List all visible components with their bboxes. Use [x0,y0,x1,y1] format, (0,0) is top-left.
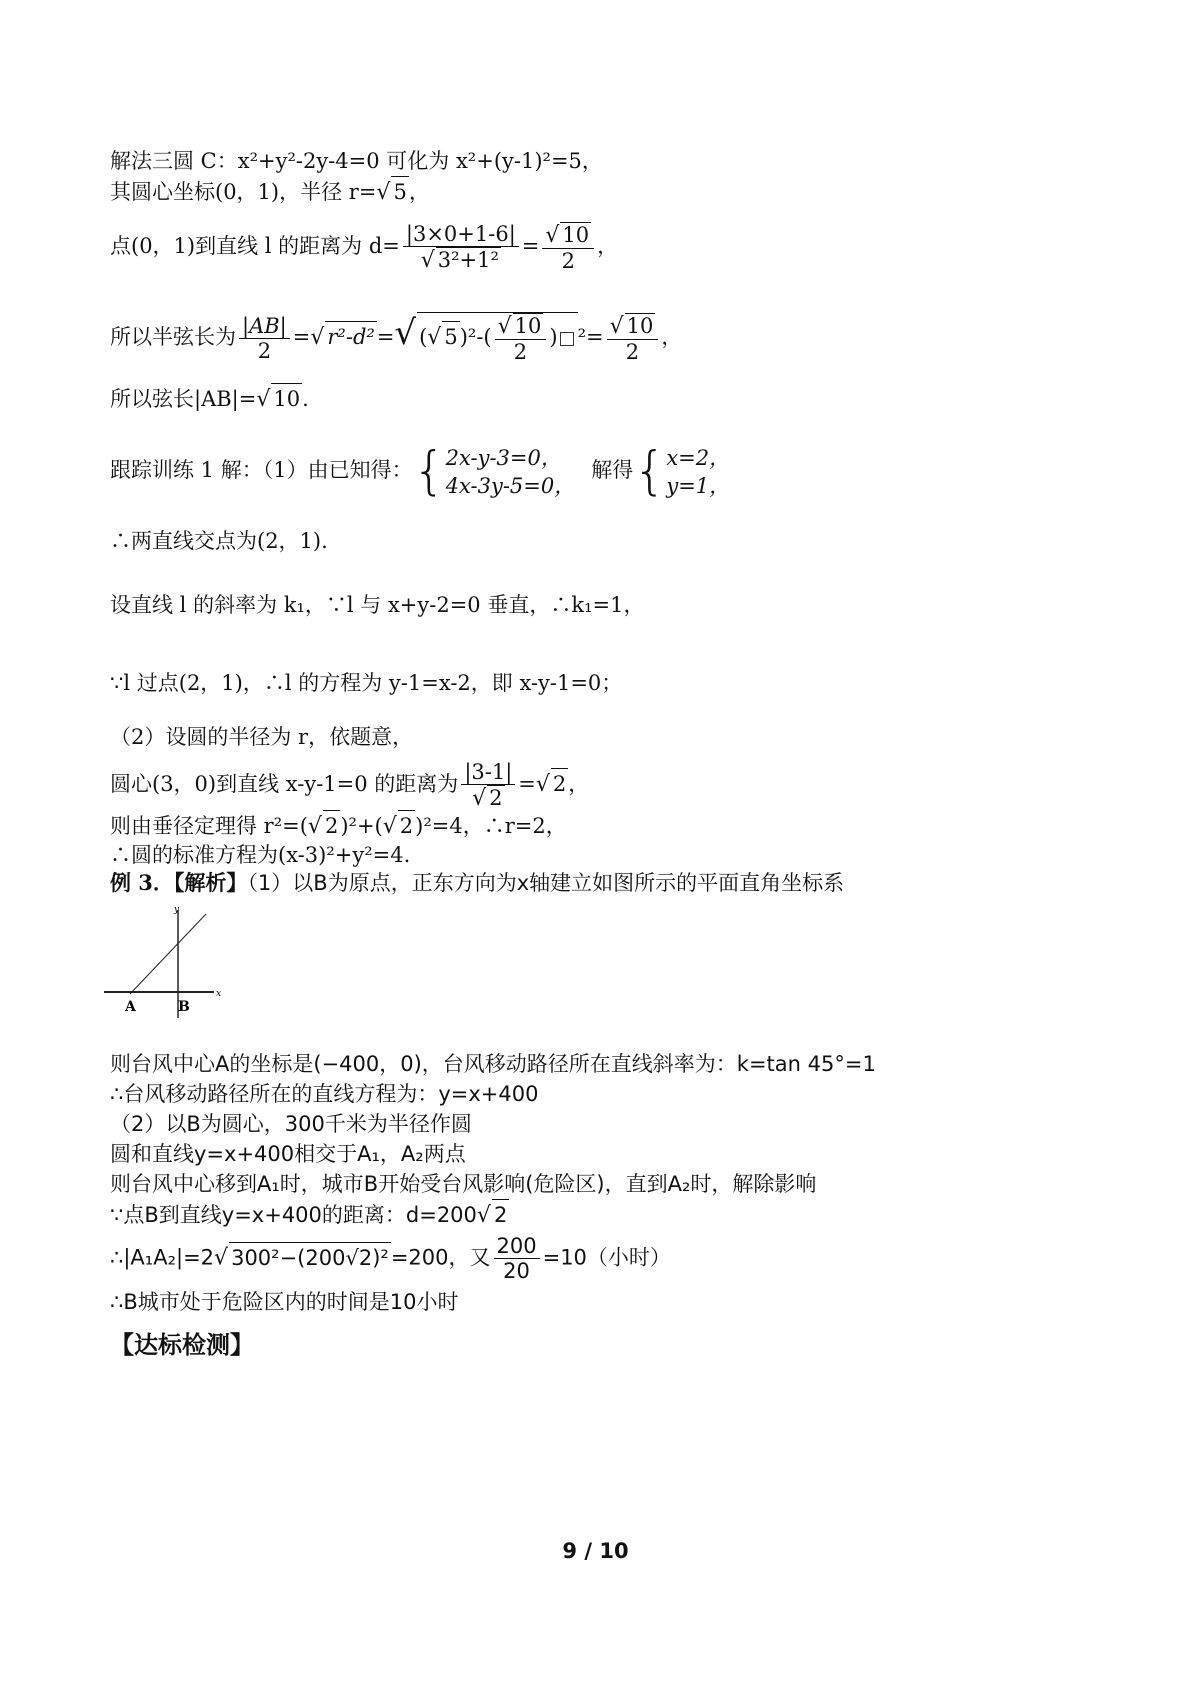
text: （2）以B为圆心，300千米为半径作圆 [110,1112,472,1136]
text: 所以弦长|AB|= [110,387,257,411]
solution3-line3 [110,222,618,273]
text: ∴B城市处于危险区内的时间是10小时 [110,1290,459,1314]
training1-line4 [110,668,622,698]
solution-system [666,444,730,500]
comma: ， [408,180,430,204]
sqrt-arg: 2 [551,768,568,799]
section-heading [110,1330,254,1360]
denominator: 2 [257,339,272,363]
solution3-line4: 所以半弦长为 $\frac{|AB|}{2}$ =√ r²-d²=√ (√ 5)²-( $\frac{√ 10}{2}$ ) ²= $\frac{√ 10}{2}$ ， [110,313,683,364]
equals: = [376,325,395,349]
training1-line7: 则由垂径定理得 r²=(√ 2)²+(√ 2)²=4，∴r=2， [110,810,567,842]
denominator: √ 3²+1² [420,248,499,273]
text: （1）以B为原点，正东方向为x轴建立如图所示的平面直角坐标系 [247,871,845,895]
heading-text: 【达标检测】 [110,1331,254,1359]
text: ∵点B到直线y=x+400的距离：d=200 [110,1203,477,1227]
fraction-result [542,222,594,273]
paren: ) [549,325,558,349]
sqrt-arg: 5 [391,176,408,207]
solution-2: y=1， [666,473,731,498]
text: ∴圆的标准方程为(x-3)²+y²=4. [110,843,411,867]
denominator: 2 [513,340,528,364]
training1-line2 [110,526,328,556]
solution3-line2 [110,176,430,208]
label-a: A [125,999,136,1015]
fraction-result [607,313,659,364]
example3-line9 [110,1287,459,1317]
sqrt-arg: 2 [492,1199,509,1230]
text: 其圆心坐标(0，1)，半径 r= [110,180,377,204]
sqrt-arg: 2 [489,786,503,810]
comma: ， [597,234,619,258]
numerator: √ 10 [495,313,547,340]
example3-line7: ∵点B到直线y=x+400的距离：d=200√ 2 [110,1199,509,1231]
solution3-line1 [110,146,603,176]
text: 圆心(3，0)到直线 x-y-1=0 的距离为 [110,772,459,796]
example3-line2 [110,1049,876,1079]
equals: = [521,234,540,258]
text: ²= [577,325,604,349]
page-number: 9 / 10 [562,1539,629,1563]
text: 设直线 l 的斜率为 k₁，∵l 与 x+y-2=0 垂直，∴k₁=1， [110,593,645,617]
text: 解得 [591,458,634,482]
text: ∴台风移动路径所在的直线方程为：y=x+400 [110,1082,539,1106]
example3-line1 [110,868,844,898]
example3-line8: ∴|A₁A₂|=2√ 300²−(200√2)²=200，又 $\frac{200}{20}$ =10（小时） [110,1234,671,1283]
equation-1: 2x-y-3=0， [445,445,562,470]
equals: = [518,772,536,796]
text: （2）设圆的半径为 r，依题意， [110,725,414,749]
sqrt-arg: 2 [398,810,415,841]
numerator: 200 [494,1234,540,1259]
sqrt-arg: 3²+1² [437,248,499,272]
sqrt-arg: 2 [323,810,340,841]
equation-2: 4x-3y-5=0， [445,473,576,498]
text: 则台风中心A的坐标是(−400，0)，台风移动路径所在直线斜率为：k=tan 45°=1 [110,1052,876,1076]
fraction-distance [461,760,515,811]
text: ∴两直线交点为(2，1). [110,529,328,553]
comma: ， [661,325,683,349]
coordinate-figure [100,902,230,1022]
example3-line3 [110,1079,539,1109]
denominator: 2 [625,340,640,364]
text: )²=4，∴r=2， [415,814,567,838]
numerator: √ 10 [607,313,659,340]
numerator: √ 10 [542,222,594,249]
comma: ， [568,772,590,796]
text: =10（小时） [542,1245,671,1270]
placeholder-box-icon [560,332,574,346]
big-sqrt-arg: (√ 5)²-( $\frac{√ 10}{2}$ ) [417,312,577,364]
training1-line6: 圆心(3，0)到直线 x-y-1=0 的距离为 $\frac{|3-1|}{√ 2}$ =√ 2， [110,760,590,811]
fraction-distance [403,222,519,273]
denominator: 2 [561,249,575,273]
training1-line3 [110,590,644,620]
sqrt-arg: 10 [626,314,654,338]
solution3-line1-text: 解法三圆 C：x²+y²-2y-4=0 可化为 x²+(y-1)²=5， [110,149,603,173]
example3-line6 [110,1169,816,1199]
path-line [130,914,206,994]
solution-1: x=2， [666,445,731,470]
sqrt-arg: 10 [514,314,542,338]
training1-line1 [110,440,730,500]
sqrt-sign: √ [376,180,391,205]
sqrt-arg: 10 [562,223,590,247]
sqrt-arg: r²-d² [325,321,376,352]
equation-system [446,444,576,500]
sqrt-arg: 5 [442,321,459,352]
fraction [495,313,547,364]
numerator: |3×0+1-6| [403,222,519,247]
example3-line5 [110,1139,466,1169]
example-title: 例 3．【解析】 [110,870,248,895]
left-brace: { [412,441,446,502]
text: ∵l 过点(2，1)，∴l 的方程为 y-1=x-2，即 x-y-1=0； [110,671,623,695]
text: ∴|A₁A₂|=2 [110,1245,215,1270]
text: =200，又 [390,1245,491,1270]
label-y: y [174,905,180,915]
fraction-time [494,1234,540,1283]
period: . [302,387,309,411]
denominator: 20 [503,1259,530,1283]
label-b: B [178,999,190,1015]
solution3-line5: 所以弦长|AB|=√ 10. [110,383,309,415]
text: 跟踪训练 1 解：（1）由已知得： [110,458,413,482]
equals: = [292,325,311,349]
fraction-half-chord [239,314,290,363]
numerator: |3-1| [461,760,515,785]
denominator: √ 2 [472,786,503,811]
numerator: |AB| [239,314,290,339]
text: 则台风中心移到A₁时，城市B开始受台风影响(危险区)，直到A₂时，解除影响 [110,1172,817,1196]
left-brace: { [633,441,667,502]
training1-line5 [110,722,413,752]
example3-line4 [110,1109,472,1139]
text: 则由垂径定理得 r²=( [110,814,308,838]
training1-line8 [110,840,410,870]
text: 点(0，1)到直线 l 的距离为 d= [110,234,400,258]
text: 圆和直线y=x+400相交于A₁，A₂两点 [110,1142,466,1166]
paren: ( [419,325,428,349]
text: 所以半弦长为 [110,325,236,349]
label-x: x [216,989,222,999]
sqrt-arg: 10 [271,383,302,414]
sqrt-arg: 300²−(200√2)² [229,1242,391,1273]
paren: )²-( [459,325,492,349]
text: )²+( [340,814,383,838]
